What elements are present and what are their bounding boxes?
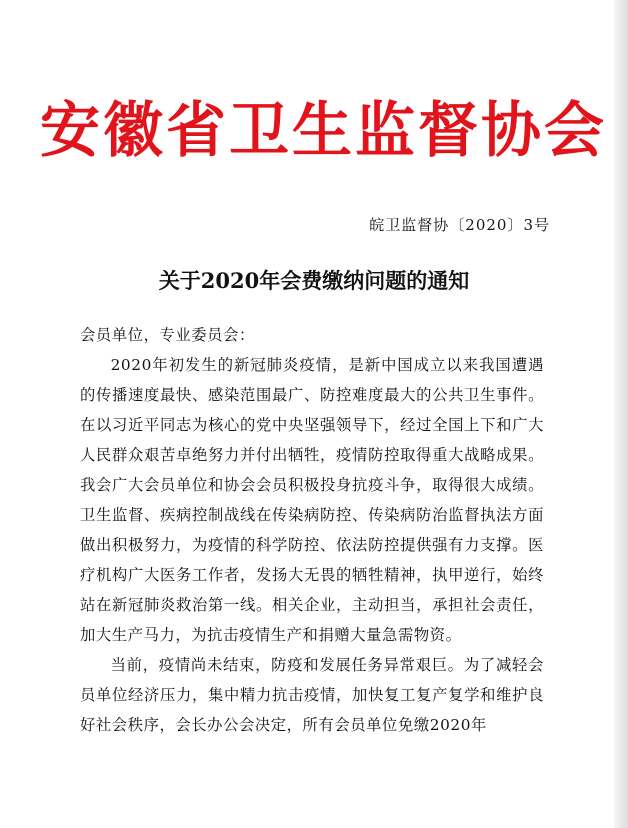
document-number: 皖卫监督协〔2020〕3号 xyxy=(369,216,550,234)
paragraph: 2020年初发生的新冠肺炎疫情，是新中国成立以来我国遭遇的传播速度最快、感染范围最广、防控难度最大的公共卫生事件。在以习近平同志为核心的党中央坚强领导下，经过全国上下和广大人民群众艰苦卓绝努力并付出牺牲，疫情防控取得重大战略成果。我会广大会员单位和协会会员积极投身抗疫斗争，取得很大成绩。卫生监督、疾病控制战线在传染病防控、传染病防治监督执法方面做出积极努力，为疫情的科学防控、依法防控提供强有力支撑。医疗机构广大医务工作者，发扬大无畏的牺牲精神，执甲逆行，始终站在新冠肺炎救治第一线。相关企业，主动担当，承担社会责任，加大生产马力，为抗击疫情生产和捐赠大量急需物资。 xyxy=(80,356,544,644)
paragraph: 当前，疫情尚未结束，防疫和发展任务异常艰巨。为了减轻会员单位经济压力，集中精力抗击疫情，加快复工复产复学和维护良好社会秩序，会长办公会决定，所有会员单位免缴2020年 xyxy=(80,656,544,734)
document-body xyxy=(80,320,544,740)
letterhead-org-name: 安徽省卫生监督协会 xyxy=(40,96,607,166)
document-title: 关于2020年会费缴纳问题的通知 xyxy=(158,268,470,293)
salutation: 会员单位，专业委员会： xyxy=(80,326,255,344)
scan-edge xyxy=(614,0,628,828)
